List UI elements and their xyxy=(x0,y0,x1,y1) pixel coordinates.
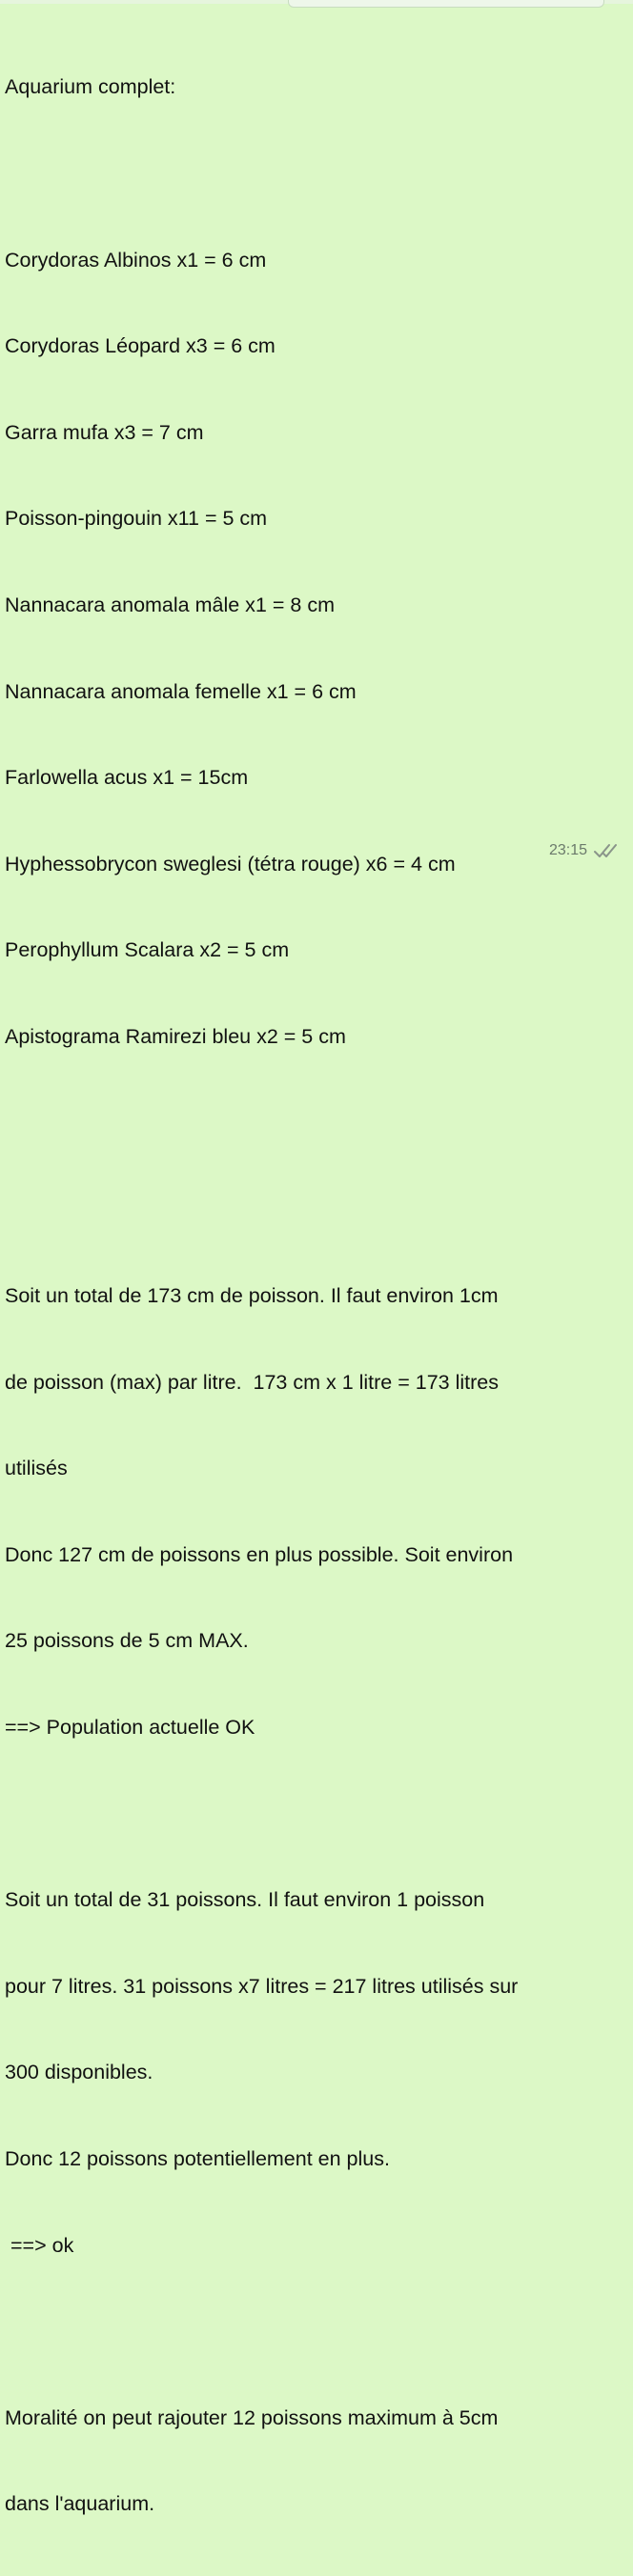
message-line: Perophyllum Scalara x2 = 5 cm xyxy=(5,938,290,962)
message-meta xyxy=(549,842,620,859)
message-line: pour 7 litres. 31 poissons x7 litres = 217 litres utilisés sur xyxy=(5,1974,519,1998)
message-line: Garra mufa x3 = 7 cm xyxy=(5,420,204,444)
message-line: Hyphessobrycon sweglesi (tétra rouge) x6 = 4 cm xyxy=(5,852,456,875)
message-line: Nannacara anomala mâle x1 = 8 cm xyxy=(5,594,335,617)
message-line: de poisson (max) par litre. 173 cm x 1 litre = 173 litres xyxy=(5,1370,500,1394)
message-line xyxy=(5,1800,626,1828)
message-line: Soit un total de 173 cm de poisson. Il faut environ 1cm xyxy=(5,1283,499,1307)
bubble-top-tab xyxy=(288,0,604,8)
message-line xyxy=(5,2317,626,2345)
message-line: dans l'aquarium. xyxy=(5,2492,155,2516)
message-line: Farlowella acus x1 = 15cm xyxy=(5,766,249,790)
message-line: utilisés xyxy=(5,1457,68,1480)
message-line: Soit un total de 31 poissons. Il faut environ 1 poisson xyxy=(5,1888,485,1912)
message-line xyxy=(5,1195,626,1223)
message-line xyxy=(5,159,626,188)
message-line: Corydoras Albinos x1 = 6 cm xyxy=(5,248,267,272)
message-line: Moralité on peut rajouter 12 poissons maximum à 5cm xyxy=(5,2405,499,2429)
message-line: 25 poissons de 5 cm MAX. xyxy=(5,1629,249,1653)
message-time: 23:15 xyxy=(548,842,587,858)
message-line: ==> Population actuelle OK xyxy=(5,1715,255,1739)
message-line: Nannacara anomala femelle x1 = 6 cm xyxy=(5,679,357,703)
message-line xyxy=(5,1109,626,1137)
message-line: Corydoras Léopard x3 = 6 cm xyxy=(5,334,276,358)
message-text xyxy=(5,15,626,2576)
message-line: Poisson-pingouin x11 = 5 cm xyxy=(5,507,268,531)
message-line: 300 disponibles. xyxy=(5,2061,153,2084)
message-line: Donc 127 cm de poissons en plus possible. Soit environ xyxy=(5,1542,514,1566)
double-check-icon xyxy=(593,842,620,859)
message-line: Donc 12 poissons potentiellement en plus. xyxy=(5,2146,390,2170)
message-line: Apistograma Ramirezi bleu x2 = 5 cm xyxy=(5,1025,346,1049)
message-line: ==> ok xyxy=(5,2233,74,2257)
message-line: Aquarium complet: xyxy=(5,75,176,99)
